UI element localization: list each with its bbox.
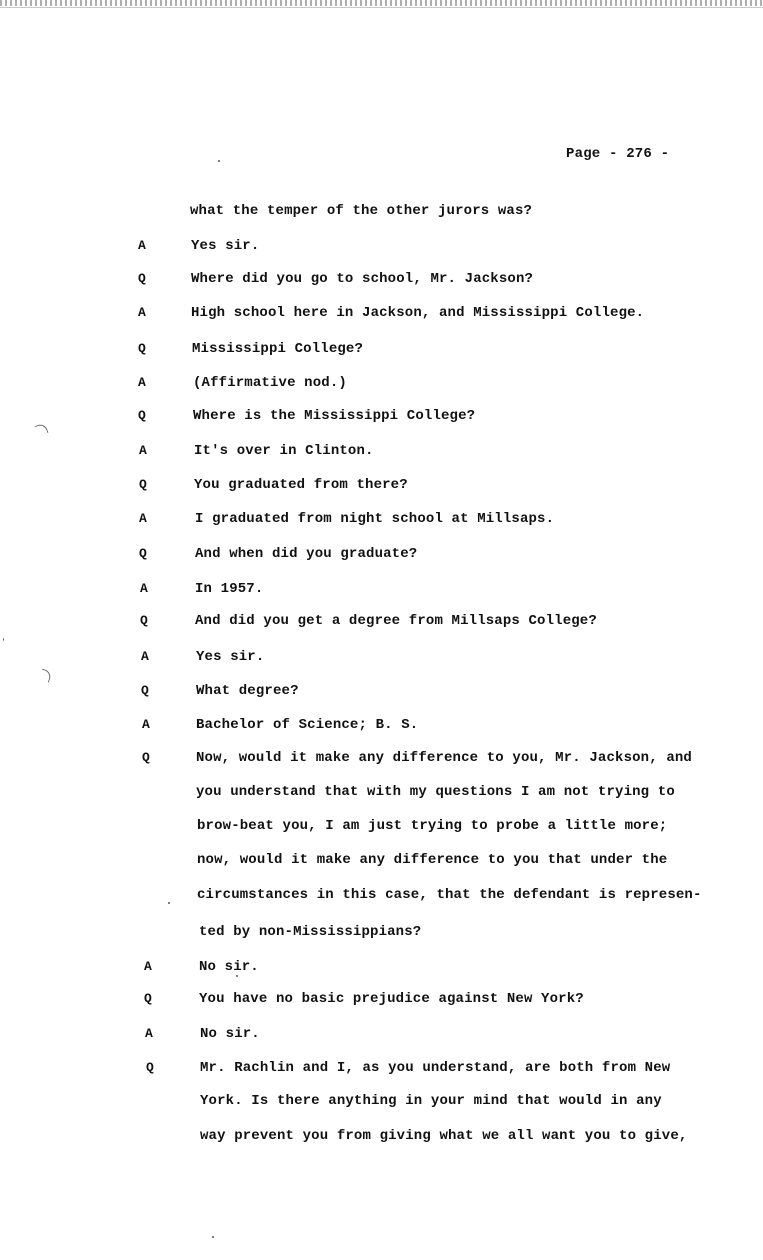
testimony-text: No sir. <box>199 959 259 975</box>
testimony-text: Where is the Mississippi College? <box>193 408 476 424</box>
testimony-text: Bachelor of Science; B. S. <box>196 717 419 733</box>
transcript-line <box>0 922 763 942</box>
speaker-label: Q <box>138 408 146 423</box>
testimony-text: Where did you go to school, Mr. Jackson? <box>191 271 534 287</box>
speaker-label: A <box>140 581 148 596</box>
speaker-label: A <box>145 1026 153 1041</box>
transcript-line <box>0 989 763 1009</box>
testimony-text: what the temper of the other jurors was? <box>190 203 533 219</box>
transcript-line <box>0 579 763 599</box>
testimony-text: (Affirmative nod.) <box>193 375 347 391</box>
speaker-label: Q <box>141 683 149 698</box>
scan-speck <box>3 638 4 641</box>
testimony-text: I graduated from night school at Millsaps. <box>195 511 555 527</box>
testimony-text: Yes sir. <box>196 649 265 665</box>
scan-speck <box>212 1236 214 1238</box>
transcript-line <box>0 782 763 802</box>
transcript-line <box>0 269 763 289</box>
transcript-line <box>0 475 763 495</box>
transcript-line <box>0 611 763 631</box>
testimony-text: High school here in Jackson, and Mississippi College. <box>191 305 645 321</box>
speaker-label: A <box>139 511 147 526</box>
speaker-label: A <box>141 649 149 664</box>
transcript-line <box>0 1058 763 1078</box>
testimony-text: circumstances in this case, that the defendant is represen- <box>197 887 702 903</box>
transcript-line <box>0 1126 763 1146</box>
speaker-label: Q <box>146 1060 154 1075</box>
testimony-text: Mississippi College? <box>192 341 364 357</box>
speaker-label: A <box>138 305 146 320</box>
transcript-line <box>0 748 763 768</box>
speaker-label: Q <box>139 546 147 561</box>
testimony-text: What degree? <box>196 683 299 699</box>
transcript-line <box>0 816 763 836</box>
speaker-label: A <box>139 443 147 458</box>
testimony-text: ted by non-Mississippians? <box>199 924 422 940</box>
transcript-line <box>0 339 763 359</box>
testimony-text: And when did you graduate? <box>195 546 418 562</box>
speaker-label: A <box>142 717 150 732</box>
transcript-line <box>0 406 763 426</box>
transcript-line <box>0 850 763 870</box>
testimony-text: Yes sir. <box>191 238 260 254</box>
speaker-label: Q <box>142 750 150 765</box>
speaker-label: A <box>138 238 146 253</box>
testimony-text: You have no basic prejudice against New York? <box>199 991 584 1007</box>
testimony-text: York. Is there anything in your mind that would in any <box>200 1093 662 1109</box>
transcript-line <box>0 201 763 221</box>
testimony-text: you understand that with my questions I am not trying to <box>196 784 675 800</box>
testimony-text: No sir. <box>200 1026 260 1042</box>
transcript-line <box>0 509 763 529</box>
testimony-text: You graduated from there? <box>194 477 408 493</box>
transcript-line <box>0 1091 763 1111</box>
testimony-text: And did you get a degree from Millsaps College? <box>195 613 597 629</box>
page-number: Page - 276 - <box>566 146 670 162</box>
transcript-line <box>0 441 763 461</box>
testimony-text: way prevent you from giving what we all want you to give, <box>200 1128 688 1144</box>
transcript-line <box>0 544 763 564</box>
transcript-line <box>0 647 763 667</box>
transcript-line <box>0 236 763 256</box>
page-top-rule <box>0 7 763 8</box>
testimony-text: brow-beat you, I am just trying to probe a little more; <box>197 818 668 834</box>
testimony-text: In 1957. <box>195 581 264 597</box>
testimony-text: Now, would it make any difference to you, Mr. Jackson, and <box>196 750 692 766</box>
scan-speck <box>218 160 220 162</box>
speaker-label: A <box>144 959 152 974</box>
testimony-text: now, would it make any difference to you that under the <box>197 852 668 868</box>
page-top-edge <box>0 0 763 6</box>
transcript-line <box>0 1024 763 1044</box>
speaker-label: Q <box>138 271 146 286</box>
transcript-line <box>0 715 763 735</box>
testimony-text: Mr. Rachlin and I, as you understand, are both from New <box>200 1060 671 1076</box>
speaker-label: Q <box>140 613 148 628</box>
speaker-label: Q <box>139 477 147 492</box>
transcript-line <box>0 885 763 905</box>
scan-speck <box>236 975 238 977</box>
transcript-line <box>0 373 763 393</box>
speaker-label: Q <box>144 991 152 1006</box>
testimony-text: It's over in Clinton. <box>194 443 374 459</box>
scan-speck <box>168 902 170 904</box>
speaker-label: Q <box>138 341 146 356</box>
transcript-line <box>0 957 763 977</box>
transcript-line <box>0 681 763 701</box>
transcript-line <box>0 303 763 323</box>
speaker-label: A <box>138 375 146 390</box>
